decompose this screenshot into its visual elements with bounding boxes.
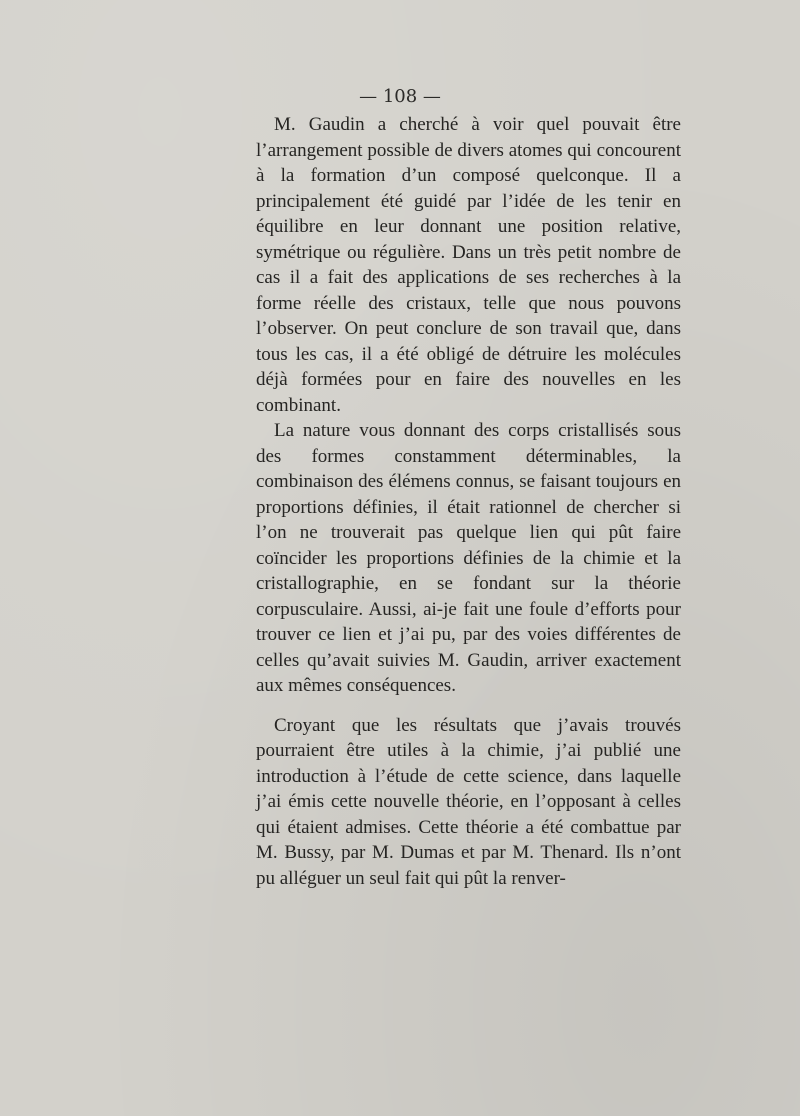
page-number: — 108 — [359,86,441,107]
paragraph-1: M. Gaudin a cherché à voir quel pouvait être l’arrangement possible de divers atomes qui concourent à la formation d’un composé quelconque. Il a principalement été guidé par l’idée de les tenir en équilibre en leur donnant une position relative, symétrique ou régulière. Dans un très petit nombre de cas il a fait des applications de ses recherches à la forme réelle des cristaux, telle que nous pouvons l’observer. On peut conclure de son travail que, dans tous les cas, il a été obligé de détruire les molécules déjà formées pour en faire des nouvelles en les combinant. [256,114,681,416]
body-text [256,112,681,891]
paragraph-3: Croyant que les résultats que j’avais trouvés pourraient être utiles à la chimie, j’ai publié une introduction à l’étude de cette science, dans laquelle j’ai émis cette nouvelle théorie, en l’opposant à celles qui étaient admises. Cette théorie a été combattue par M. Bussy, par M. Dumas et par M. Thenard. Ils n’ont pu alléguer un seul fait qui pût la renver- [256,714,681,889]
paragraph-2: La nature vous donnant des corps cristallisés sous des formes constamment déterminables, la combinaison des élémens connus, se faisant toujours en proportions définies, il était rationnel de chercher si l’on ne trouverait pas quelque lien qui pût faire coïncider les proportions définies de la chimie et la cristallographie, en se fondant sur la théorie corpusculaire. Aussi, ai-je fait une foule d’efforts pour trouver ce lien et j’ai pu, par des voies différentes de celles qu’avait suivies M. Gaudin, arriver exactement aux mêmes conséquences. [256,420,681,696]
